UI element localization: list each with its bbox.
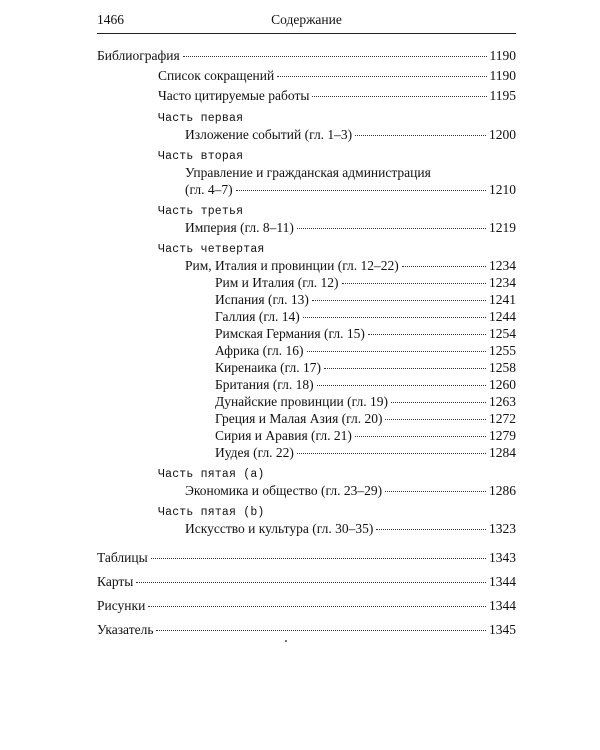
toc-sub-entry	[215, 410, 516, 427]
dot-leader	[368, 334, 486, 335]
toc-entry-part5a	[185, 482, 516, 499]
toc-label: Часто цитируемые работы	[158, 88, 310, 103]
toc-page: 1190	[489, 68, 516, 83]
toc-page: 1344	[489, 598, 516, 613]
toc-entry-part2	[185, 181, 516, 198]
toc-page: 1210	[489, 182, 516, 197]
page-number: 1466	[97, 12, 124, 27]
toc-sub-entry	[215, 444, 516, 461]
toc-page: 1255	[489, 343, 516, 358]
toc-label: Указатель	[97, 622, 154, 637]
toc-label: Греция и Малая Азия (гл. 20)	[215, 411, 383, 426]
toc-label: Римская Германия (гл. 15)	[215, 326, 365, 341]
toc-page: 1254	[489, 326, 516, 341]
toc-page: 1284	[489, 445, 516, 460]
toc-label: Киренаика (гл. 17)	[215, 360, 321, 375]
toc-label: Дунайские провинции (гл. 19)	[215, 394, 388, 409]
toc-page: 1200	[489, 127, 516, 142]
toc-label: (гл. 4–7)	[185, 182, 233, 197]
toc-entry-abbreviations	[158, 67, 516, 84]
page-title: Содержание	[271, 12, 342, 27]
running-header	[97, 12, 516, 34]
toc-page: 1260	[489, 377, 516, 392]
dot-leader	[151, 558, 486, 559]
toc-page: 1272	[489, 411, 516, 426]
toc-sub-entry	[215, 308, 516, 325]
toc-label: Иудея (гл. 22)	[215, 445, 294, 460]
dot-leader	[312, 96, 486, 97]
toc-entry-tables	[97, 549, 516, 566]
toc-page: 1345	[489, 622, 516, 637]
toc-sub-entry	[215, 376, 516, 393]
toc-page: 1344	[489, 574, 516, 589]
toc-label: Таблицы	[97, 550, 148, 565]
header-rule	[97, 33, 516, 34]
dot-leader	[156, 630, 486, 631]
dot-leader	[148, 606, 486, 607]
part-heading: Часть третья	[158, 205, 244, 218]
toc-page: 1241	[489, 292, 516, 307]
dot-leader	[376, 529, 486, 530]
toc-page: 1219	[489, 220, 516, 235]
toc-sub-entry	[215, 427, 516, 444]
toc-label: Рим, Италия и провинции (гл. 12–22)	[185, 258, 399, 273]
toc-label: Сирия и Аравия (гл. 21)	[215, 428, 352, 443]
toc-page: 1279	[489, 428, 516, 443]
toc-page: 1323	[489, 521, 516, 536]
toc-sub-entry	[215, 393, 516, 410]
dot-leader	[355, 436, 486, 437]
toc-label: Рисунки	[97, 598, 146, 613]
part-heading: Часть вторая	[158, 150, 244, 163]
dot-leader	[307, 351, 486, 352]
dot-leader	[402, 266, 486, 267]
toc-label: Британия (гл. 18)	[215, 377, 314, 392]
toc-sub-entry	[215, 325, 516, 342]
dot-leader	[297, 453, 486, 454]
toc-label: Рим и Италия (гл. 12)	[215, 275, 339, 290]
dot-leader	[183, 56, 487, 57]
part-heading: Часть пятая (b)	[158, 506, 265, 519]
toc-entry-maps	[97, 573, 516, 590]
toc-entry-frequent-works	[158, 87, 516, 104]
toc-label: Искусство и культура (гл. 30–35)	[185, 521, 374, 536]
toc-entry-part4	[185, 257, 516, 274]
toc-page: 1234	[489, 258, 516, 273]
dot-leader	[136, 582, 486, 583]
table-of-contents	[97, 47, 516, 638]
toc-sub-entry	[215, 291, 516, 308]
dot-leader	[317, 385, 486, 386]
part-heading: Часть пятая (a)	[158, 468, 265, 481]
toc-page: 1195	[489, 88, 516, 103]
toc-label: Империя (гл. 8–11)	[185, 220, 294, 235]
toc-sub-entry	[215, 342, 516, 359]
dot-leader	[385, 491, 486, 492]
dot-leader	[342, 283, 486, 284]
dot-leader	[236, 190, 486, 191]
toc-sub-entry	[215, 359, 516, 376]
toc-entry-bibliography	[97, 47, 516, 64]
toc-page: 1258	[489, 360, 516, 375]
toc-label-line: Управление и гражданская администрация	[185, 165, 431, 180]
toc-page: 1244	[489, 309, 516, 324]
toc-label: Экономика и общество (гл. 23–29)	[185, 483, 383, 498]
part-heading: Часть первая	[158, 112, 244, 125]
dot-leader	[385, 419, 486, 420]
toc-sub-entry	[215, 274, 516, 291]
dot-leader	[391, 402, 486, 403]
toc-page: 1263	[489, 394, 516, 409]
toc-label: Карты	[97, 574, 134, 589]
toc-page: 1286	[489, 483, 516, 498]
dot-leader	[277, 76, 486, 77]
part-heading: Часть четвертая	[158, 243, 265, 256]
toc-label: Изложение событий (гл. 1–3)	[185, 127, 353, 142]
toc-entry-part3	[185, 219, 516, 236]
toc-page: 1190	[489, 48, 516, 63]
toc-entry-part5b	[185, 520, 516, 537]
toc-entry-figures	[97, 597, 516, 614]
dot-leader	[303, 317, 486, 318]
toc-label: Список сокращений	[158, 68, 275, 83]
toc-label: Испания (гл. 13)	[215, 292, 309, 307]
dot-leader	[324, 368, 486, 369]
stray-mark	[285, 640, 287, 642]
toc-label: Африка (гл. 16)	[215, 343, 304, 358]
dot-leader	[297, 228, 486, 229]
dot-leader	[355, 135, 486, 136]
dot-leader	[312, 300, 486, 301]
toc-page: 1343	[489, 550, 516, 565]
toc-page: 1234	[489, 275, 516, 290]
toc-label: Галлия (гл. 14)	[215, 309, 300, 324]
toc-entry-index	[97, 621, 516, 638]
toc-entry-part1	[185, 126, 516, 143]
toc-label: Библиография	[97, 48, 180, 63]
